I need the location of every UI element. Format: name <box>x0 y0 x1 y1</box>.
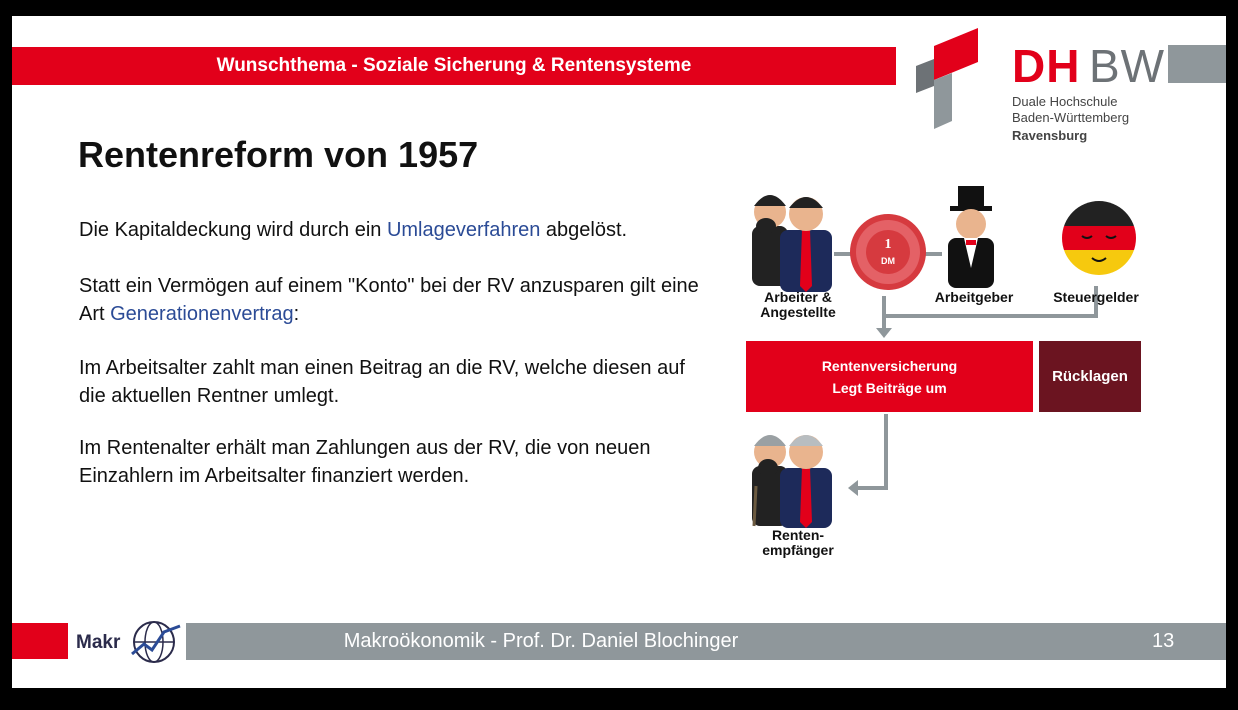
retirees-label-line2: empfänger <box>762 542 834 558</box>
logo-line2: Baden-Württemberg <box>1012 110 1130 125</box>
footer-text: Makroökonomik - Prof. Dr. Daniel Blochinger <box>343 630 739 652</box>
footer-red-block <box>12 623 68 659</box>
retirees-icon <box>752 435 832 528</box>
coin-value: 1 <box>884 237 892 252</box>
pension-insurance-box <box>746 341 1033 412</box>
p1-highlight: Umlageverfahren <box>386 219 541 241</box>
header-title: Wunschthema - Soziale Sicherung & Rentensysteme <box>216 55 692 76</box>
p2-highlight: Generationenvertrag <box>110 303 294 325</box>
logo-dh: DH <box>1012 40 1081 92</box>
dm-coin-icon <box>850 214 926 290</box>
logo-bw: BW <box>1089 40 1166 92</box>
slide <box>12 16 1226 688</box>
taxes-flag-icon <box>1060 200 1140 280</box>
paragraph-3: Im Arbeitsalter zahlt man einen Beitrag an die RV, welche diesen auf die aktuellen Rentner umlegt. <box>79 357 685 407</box>
logo-city: Ravensburg <box>1012 128 1088 143</box>
page-title: Rentenreform von 1957 <box>78 134 479 175</box>
p2-text-end: : <box>293 303 300 325</box>
p1-text-end: abgelöst. <box>540 219 628 241</box>
paragraph-4: Im Rentenalter erhält man Zahlungen aus der RV, die von neuen Einzahlern im Arbeitsalter finanziert werden. <box>79 437 651 487</box>
rv-line2: Legt Beiträge um <box>832 380 947 396</box>
makro-globe-icon <box>128 618 184 666</box>
employer-icon <box>948 186 994 288</box>
coin-unit: DM <box>881 256 895 266</box>
page-number: 13 <box>1152 630 1175 652</box>
employer-label: Arbeitgeber <box>934 289 1014 305</box>
workers-icon <box>752 195 832 292</box>
rv-line1: Rentenversicherung <box>821 358 958 374</box>
retirees-label <box>748 528 848 558</box>
workers-label-line1: Arbeiter & <box>764 289 832 305</box>
reserves-box: Rücklagen <box>1039 341 1141 412</box>
makro-logo-text: Makr <box>76 632 121 653</box>
p2-text: Statt ein Vermögen auf einem "Konto" bei der RV anzusparen gilt eine Art <box>79 275 699 325</box>
logo-line1: Duale Hochschule <box>1012 94 1118 109</box>
workers-label-line2: Angestellte <box>760 304 836 320</box>
retirees-label-line1: Renten- <box>771 527 825 543</box>
workers-label <box>750 290 846 320</box>
taxes-label: Steuergelder <box>1053 289 1139 305</box>
p1-text: Die Kapitaldeckung wird durch ein <box>79 219 387 241</box>
